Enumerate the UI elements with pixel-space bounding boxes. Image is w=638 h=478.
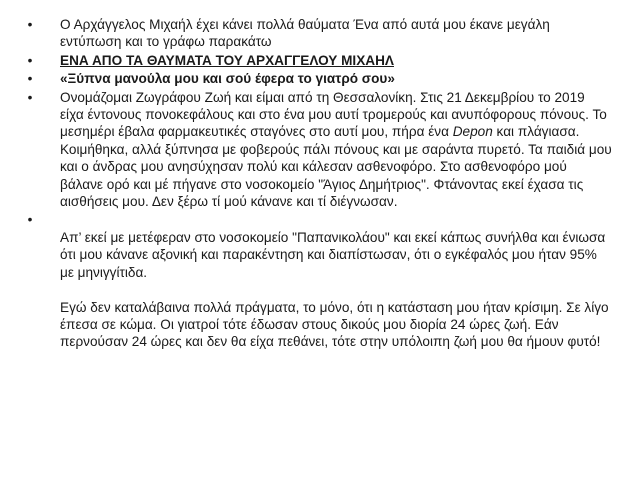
bullet-dot-icon: • [27, 212, 33, 228]
bullet-intro [22, 16, 612, 51]
story-text-a: Ονομάζομαι Ζωγράφου Ζωή και είμαι από τη Θεσσαλονίκη. Στις 21 Δεκεμβρίου το 2019 είχα έντονους πονοκεφάλους και στο ένα μου αυτί τρομερούς και ανυπόφορους πόνους. Το μεσημέρι έβαλα φαρμακευτικές σταγόνες στο αυτί μου, πήρα ένα [60, 89, 607, 140]
bullet-dot-icon: • [27, 89, 33, 105]
bullet-dot-icon: • [27, 52, 33, 68]
bullet-list [22, 16, 612, 369]
story-paragraph-1 [60, 89, 612, 211]
quote-text: «Ξύπνα μανούλα μου και σού έφερα το γιατρό σου» [60, 71, 395, 87]
bullet-dot-icon: • [27, 71, 33, 87]
story-text-b: και πλάγιασα. Κοιμήθηκα, αλλά ξύπνησα με φοβερούς πάλι πόνους και με σαράντα πυρετό. Τα παιδιά μου και ο άνδρας μου ανησύχησαν πολύ και κάλεσαν ασθενοφόρο. Στο ασθενοφόρο μού βάλανε ορό και μέ πήγανε στο νοσοκομείο "Άγιος Δημήτριος". Φτάνοντας εκεί έχασα τις αισθήσεις μου. Δεν ξέρω τί μού κάνανε και τί διέγνωσαν. [60, 124, 612, 210]
bullet-dot-icon: • [27, 17, 33, 32]
story-text-c: Απ’ εκεί με μετέφεραν στο νοσοκομείο "Παπανικολάου" και εκεί κάπως συνήλθα και ένιωσα ότι μου κάνανε αξονική και παρακέντηση και διαπίστωσαν, ότι ο εγκέφαλός μου ήταν 95% με μηνιγγίτιδα. [60, 229, 606, 280]
bullet-quote [22, 70, 612, 87]
story-paragraph-2 [60, 211, 612, 368]
bullet-story-part-2 [22, 211, 612, 368]
bullet-story-part-1 [22, 89, 612, 211]
intro-text: Ο Αρχάγγελος Μιχαήλ έχει κάνει πολλά θαύματα Ένα από αυτά μου έκανε μεγάλη εντύπωση και το γράφω παρακάτω [60, 17, 550, 50]
depon-text: Depon [452, 124, 493, 140]
story-text-d: Εγώ δεν καταλάβαινα πολλά πράγματα, το μόνο, ότι η κατάσταση μου ήταν κρίσιμη. Σε λίγο έπεσα σε κώμα. Οι γιατροί τότε έδωσαν στους δικούς μου διορία 24 ώρες ζωή. Εάν περνούσαν 24 ώρες και δεν θα είχα πεθάνει, τότε στην υπόλοιπη ζωή μου θα ήμουν φυτό! [60, 299, 609, 350]
heading-text: ΕΝΑ ΑΠΟ ΤΑ ΘΑΥΜΑΤΑ ΤΟΥ ΑΡΧΑΓΓΕΛΟΥ ΜΙΧΑΗΛ [60, 52, 394, 68]
bullet-heading [22, 52, 612, 69]
